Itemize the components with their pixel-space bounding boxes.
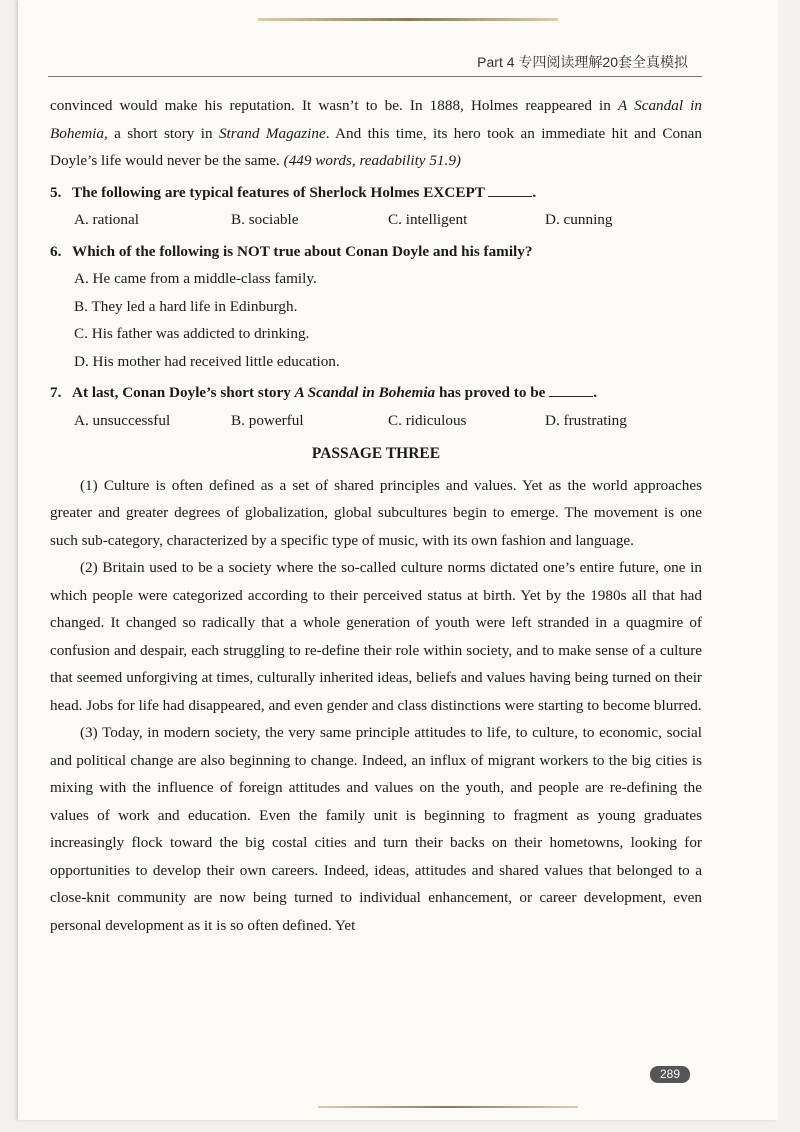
option-c: C. intelligent bbox=[388, 211, 468, 228]
question-number: 7. bbox=[50, 384, 62, 401]
option-a: A. rational bbox=[74, 211, 139, 228]
question-stem: has proved to be bbox=[435, 384, 546, 401]
option-c: C. ridiculous bbox=[388, 411, 467, 429]
header-divider bbox=[48, 76, 702, 77]
paragraph-1: (1) Culture is often defined as a set of shared principles and values. Yet as the world approaches greater and greater degrees of globalization, global subcultures begin to emerge. The movement is one such sub-category, characterized by a specific type of music, with its own fashion and language. bbox=[50, 476, 702, 549]
question-stem: At last, Conan Doyle’s short story bbox=[72, 384, 295, 401]
option-b: B. sociable bbox=[231, 211, 299, 228]
option-d: D. His mother had received little education. bbox=[74, 352, 340, 370]
question-number: 5. bbox=[50, 183, 62, 201]
running-header: Part 4 专四阅读理解20套全真模拟 bbox=[477, 54, 688, 70]
book-page bbox=[18, 0, 778, 1120]
question-number: 6. bbox=[50, 242, 62, 260]
passage-title: PASSAGE THREE bbox=[311, 445, 441, 462]
question-5-options bbox=[50, 206, 702, 234]
question-5: 5. The following are typical features of Sherlock Holmes EXCEPT . bbox=[50, 179, 702, 207]
option-a: A. unsuccessful bbox=[74, 411, 171, 429]
question-7: 7. At last, Conan Doyle’s short story A Scandal in Bohemia has proved to be . bbox=[50, 379, 702, 407]
answer-blank bbox=[488, 182, 532, 197]
page-content bbox=[50, 92, 702, 939]
magazine-title: Strand Magazine bbox=[218, 124, 326, 142]
question-stem: The following are typical features of Sherlock Holmes EXCEPT bbox=[72, 183, 485, 201]
option-c: C. His father was addicted to drinking. bbox=[74, 325, 310, 342]
story-title: A Scandal in Bohemia bbox=[294, 384, 436, 401]
question-6 bbox=[50, 238, 702, 266]
question-stem: Which of the following is NOT true about Conan Doyle and his family? bbox=[72, 242, 533, 260]
paragraph-2: (2) Britain used to be a society where the so-called culture norms dictated one’s entire future, one in which people were categorized according to their perceived status at birth. Yet by the 1980s all that had changed. It changed so radically that a whole generation of youth were left stranded in a quagmire of confusion and despair, each struggling to re-define their role within society, and to make sense of a culture that seemed unforgiving at times, culturally inherited ideas, beliefs and values having being turned on their head. Jobs for life had disappeared, and even gender and class distinctions were starting to become blurred. bbox=[50, 559, 702, 714]
question-7-options bbox=[50, 407, 702, 435]
page-number: 289 bbox=[650, 1066, 690, 1083]
text-segment: convinced would make his reputation. It wasn’t to be. In 1888, Holmes reappeared in bbox=[50, 97, 618, 114]
top-decorative-rule bbox=[258, 18, 558, 21]
option-d: D. frustrating bbox=[545, 411, 627, 429]
option-b: B. powerful bbox=[231, 411, 304, 429]
text-segment: . And this time, its hero took an immediate hit and Conan Doyle’s life would never be the same. bbox=[50, 124, 703, 169]
option-d: D. cunning bbox=[545, 211, 613, 228]
bottom-decorative-rule bbox=[318, 1106, 578, 1108]
option-b: B. They led a hard life in Edinburgh. bbox=[74, 297, 298, 315]
paragraph-3: (3) Today, in modern society, the very same principle attitudes to life, to culture, to economic, social and political change are also beginning to change. Indeed, an influx of migrant workers to the big cities is mixing with the influence of foreign attitudes and values on the youth, and people are re-defining the values of work and education. Even the family unit is beginning to fragment as young graduates increasingly flock toward the big costal cities and turn their backs on their hometowns, looking for opportunities to develop their own careers. Indeed, ideas, attitudes and shared values that belonged to a close-knit community are now being turned to individual enhancement, or career development, even personal development as it is so often defined. Yet bbox=[50, 724, 702, 934]
text-segment: , a short story in bbox=[104, 124, 219, 142]
story-title: A Scandal in Bohemia bbox=[50, 97, 702, 142]
word-count-stats: (449 words, readability 51.9) bbox=[283, 152, 461, 169]
option-a: A. He came from a middle-class family. bbox=[74, 270, 317, 287]
answer-blank bbox=[549, 382, 593, 397]
question-6-options bbox=[50, 265, 702, 375]
passage-two-ending bbox=[50, 92, 702, 175]
